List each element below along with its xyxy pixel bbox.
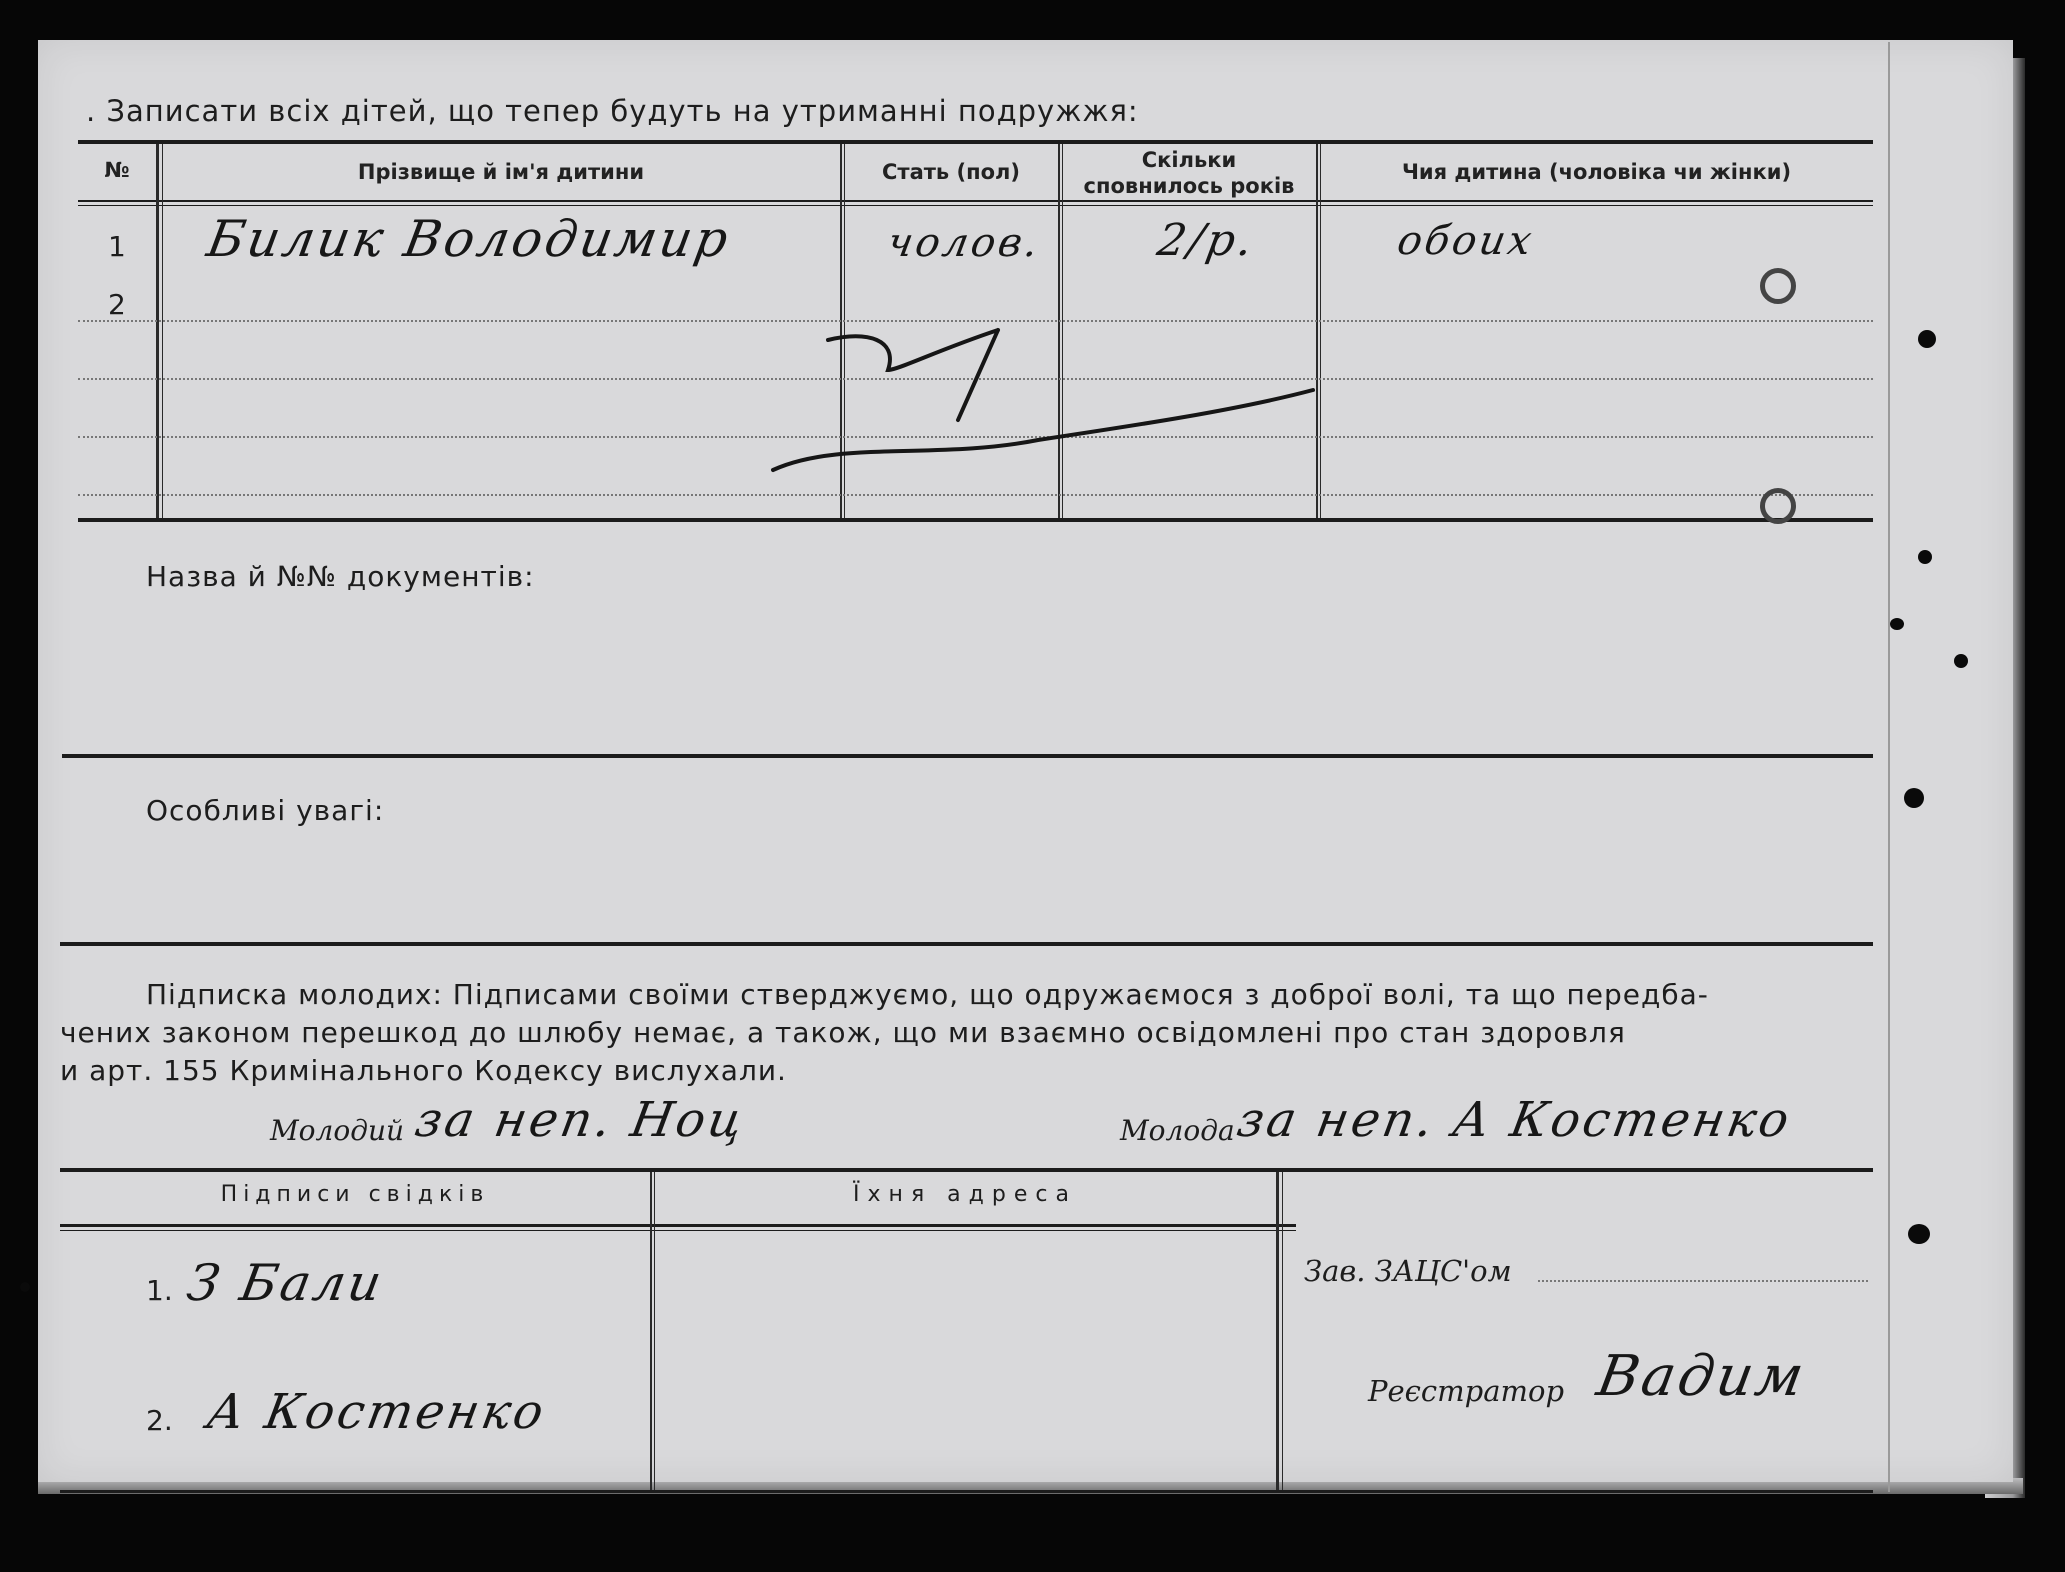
witness-2-signature: А Костенко [203, 1384, 551, 1440]
row-1-number: 1 [108, 230, 126, 263]
witness-col-divider [650, 1172, 652, 1490]
witness-header-line-2 [60, 1230, 1296, 1231]
witness-table-top [60, 1168, 1873, 1172]
witness-1-number: 1. [146, 1274, 173, 1307]
paper-fold-line [1888, 42, 1890, 1492]
declaration-line-3: и арт. 155 Кримінального Кодексу вислухали. [60, 1054, 787, 1087]
row-2-number: 2 [108, 288, 126, 321]
grommet-ring [1760, 268, 1796, 304]
registrar-signature: Вадим [1592, 1344, 1812, 1409]
notes-label: Особливі увагі: [146, 794, 385, 827]
dot-mark [20, 1282, 30, 1292]
notes-divider [60, 942, 1873, 946]
row-1-sex: чолов. [883, 220, 1045, 266]
registrar-label: Реєстратор [1368, 1374, 1565, 1408]
children-section-title: . Записати всіх дітей, що тепер будуть на утриманні подружжя: [86, 94, 1139, 128]
groom-signature: за неп. Ноц [411, 1092, 750, 1148]
col-header-age-1: Скільки [1141, 148, 1237, 172]
strike-out-marks [38, 40, 2013, 540]
declaration-line-1: Підписка молодих: Підписами своїми стверджуємо, що одружаємося з доброї волі, та що передба- [146, 978, 1709, 1011]
binding-hole [1890, 618, 1904, 630]
head-signature-line [1538, 1280, 1868, 1282]
row-1-whose: обоих [1393, 218, 1538, 264]
bride-signature: за неп. А Костенко [1233, 1092, 1797, 1148]
head-of-office-label: Зав. ЗАЦС'ом [1304, 1254, 1512, 1288]
groom-label: Молодий [270, 1114, 405, 1147]
col-header-sex: Стать (пол) [881, 160, 1021, 184]
binding-hole [1908, 1224, 1930, 1244]
officials-col-divider [1276, 1172, 1279, 1490]
binding-hole [1954, 654, 1968, 668]
row-1-age: 2/р. [1153, 215, 1260, 266]
witness-1-signature: З Бали [182, 1254, 389, 1312]
binding-hole [1904, 788, 1924, 808]
col-header-number: № [104, 158, 130, 182]
documents-label: Назва й №№ документів: [146, 560, 535, 593]
witness-col-divider-b [654, 1172, 655, 1490]
witness-header-line [60, 1224, 1296, 1227]
declaration-line-2: чених законом перешкод до шлюбу немає, а також, що ми взаємно освідомлені про стан здоровля [60, 1016, 1626, 1049]
row-1-child-name: Билик Володимир [202, 210, 736, 268]
col-header-age-2: сповнилось років [1083, 174, 1295, 198]
registration-form-page [38, 40, 2013, 1482]
witness-table-bottom [60, 1490, 1873, 1493]
col-header-name: Прізвище й ім'я дитини [357, 160, 645, 184]
officials-col-divider-b [1282, 1172, 1283, 1490]
witness-2-number: 2. [146, 1404, 173, 1437]
col-header-whose: Чия дитина (чоловіка чи жінки) [1401, 160, 1792, 184]
documents-divider [62, 754, 1873, 758]
bride-label: Молода [1120, 1114, 1235, 1147]
grommet-ring [1760, 488, 1796, 524]
witness-address-header: Їхня адреса [853, 1182, 1077, 1207]
witnesses-header: Підписи свідків [220, 1182, 490, 1207]
binding-hole [1918, 330, 1936, 348]
binding-hole [1918, 550, 1932, 564]
